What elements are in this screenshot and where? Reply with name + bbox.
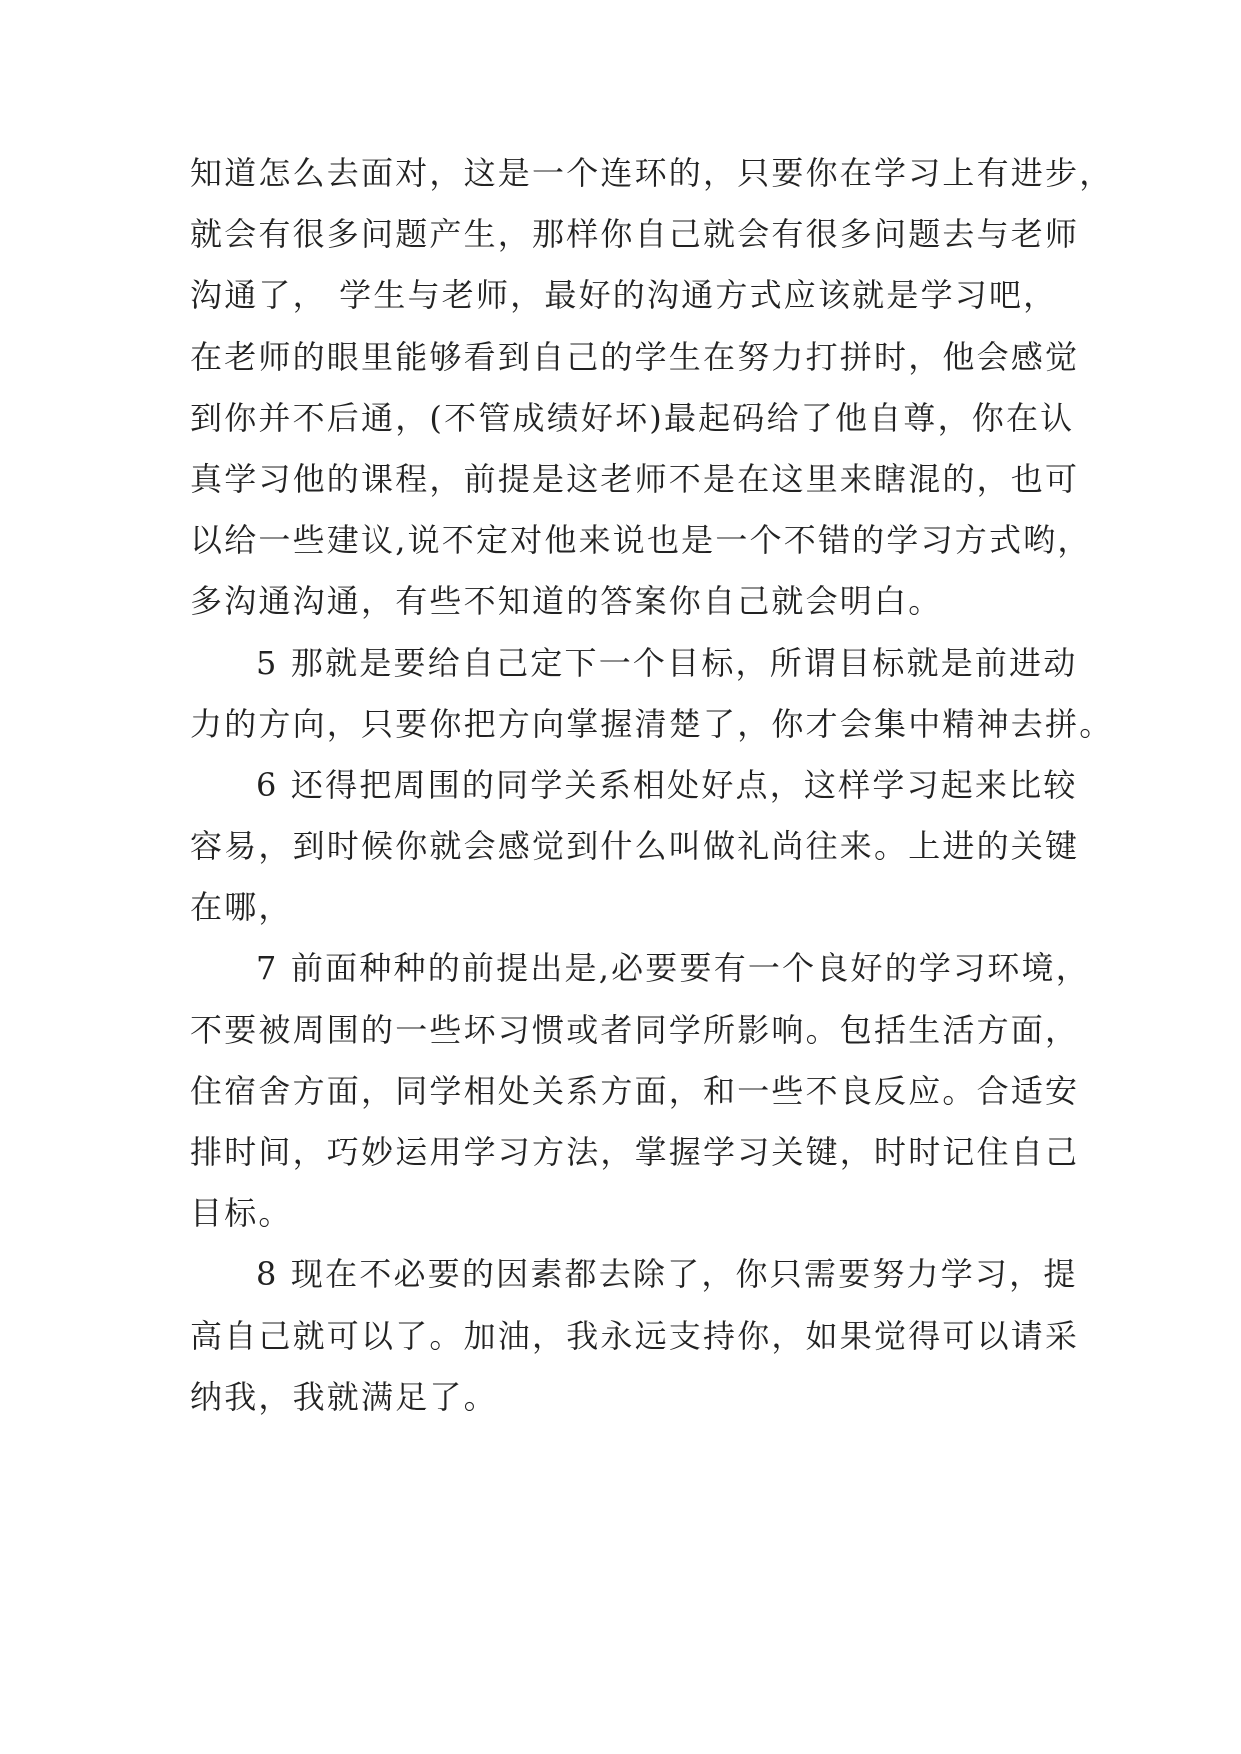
paragraph-7-start: 7 前面种种的前提出是,必要要有一个良好的学习环境， [256,949,1090,988]
text-line: 目标。 [190,1194,293,1233]
paragraph-8-start: 8 现在不必要的因素都去除了，你只需要努力学习，提 [256,1255,1078,1294]
text-line: 住宿舍方面，同学相处关系方面，和一些不良反应。合适安 [190,1071,1080,1110]
text-line: 就会有很多问题产生，那样你自己就会有很多问题去与老师 [190,215,1080,254]
paragraph-5-start: 5 那就是要给自己定下一个目标，所谓目标就是前进动 [256,643,1078,682]
body-text [190,143,1114,1428]
text-line: 不要被周围的一些坏习惯或者同学所影响。包括生活方面， [190,1010,1080,1049]
text-line: 高自己就可以了。加油，我永远支持你，如果觉得可以请采 [190,1316,1080,1355]
text-line: 以给一些建议,说不定对他来说也是一个不错的学习方式哟， [190,521,1092,560]
text-line: 知道怎么去面对，这是一个连环的，只要你在学习上有进步， [190,154,1114,192]
text-line: 在哪， [190,888,293,927]
text-line: 多沟通沟通，有些不知道的答案你自己就会明白。 [190,582,943,621]
paragraph-6-start: 6 还得把周围的同学关系相处好点，这样学习起来比较 [256,765,1078,804]
text-line: 排时间，巧妙运用学习方法，掌握学习关键，时时记住自己 [190,1133,1080,1171]
text-line: 力的方向，只要你把方向掌握清楚了，你才会集中精神去拼。 [190,704,1114,743]
text-line: 沟通了， 学生与老师，最好的沟通方式应该就是学习吧， [190,276,1058,315]
text-line: 在老师的眼里能够看到自己的学生在努力打拼时，他会感觉 [190,337,1080,376]
text-line: 容易，到时候你就会感觉到什么叫做礼尚往来。上进的关键 [190,827,1080,866]
text-line: 到你并不后通，(不管成绩好坏)最起码给了他自尊，你在认 [190,398,1075,437]
text-line: 真学习他的课程，前提是这老师不是在这里来瞎混的，也可 [190,459,1080,498]
text-line: 纳我，我就满足了。 [190,1377,498,1416]
